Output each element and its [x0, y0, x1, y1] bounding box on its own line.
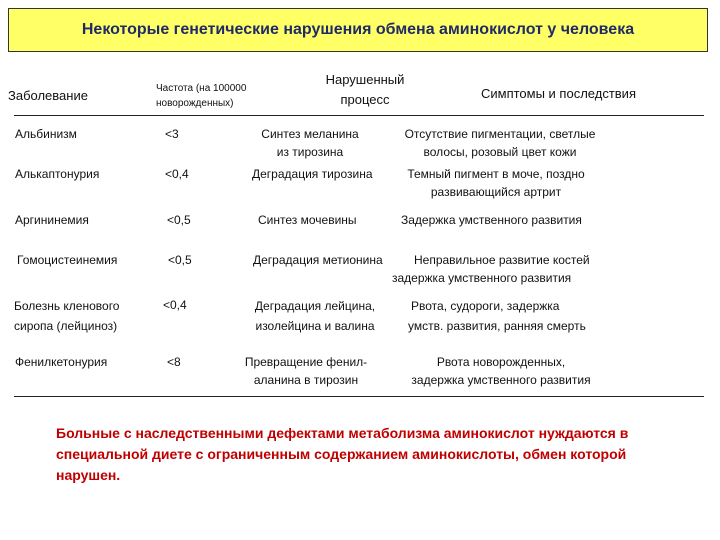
header-process-line2: процесс	[340, 92, 390, 107]
process-line: Синтез меланина	[261, 127, 359, 141]
symptoms-line: развивающийся артрит	[430, 185, 562, 199]
symptoms-line: волосы, розовый цвет кожи	[423, 145, 577, 159]
header-frequency-line2: новорожденных)	[156, 98, 234, 109]
row-albinism-process	[240, 125, 380, 161]
row-argininemia-disease: Аргининемия	[15, 213, 89, 227]
process-line: из тирозина	[276, 145, 344, 159]
row-homocysteinemia-process: Деградация метионина	[253, 253, 383, 267]
symptoms-line: умств. развития, ранняя смерть	[408, 319, 586, 333]
row-homocysteinemia-symptoms-2: задержка умственного развития	[392, 271, 572, 285]
row-msud-symptoms	[408, 296, 586, 336]
header-disease: Заболевание	[8, 88, 88, 103]
row-alkaptonuria-frequency: <0,4	[165, 167, 189, 181]
process-line: аланина в тирозин	[253, 373, 359, 387]
header-symptoms: Симптомы и последствия	[481, 86, 636, 101]
row-argininemia-process: Синтез мочевины	[258, 213, 357, 227]
row-homocysteinemia-frequency: <0,5	[168, 253, 192, 267]
disease-line: сиропа (лейциноз)	[14, 319, 118, 333]
row-argininemia-symptoms: Задержка умственного развития	[401, 213, 582, 227]
row-pku-disease: Фенилкетонурия	[15, 355, 108, 369]
row-alkaptonuria-process: Деградация тирозина	[252, 167, 373, 181]
process-line: изолейцина и валина	[255, 319, 375, 333]
table-top-rule	[14, 115, 704, 116]
header-frequency-line1: Частота (на 100000	[156, 83, 247, 94]
header-frequency	[156, 81, 246, 111]
row-argininemia-frequency: <0,5	[167, 213, 191, 227]
row-pku-frequency: <8	[167, 355, 181, 369]
row-msud-disease	[14, 296, 119, 336]
row-msud-process	[240, 296, 390, 336]
header-process-line1: Нарушенный	[325, 72, 405, 87]
symptoms-line: Рвота, судороги, задержка	[411, 299, 560, 313]
symptoms-line: Темный пигмент в моче, поздно	[407, 167, 585, 181]
symptoms-line: Рвота новорожденных,	[436, 355, 566, 369]
row-pku-process	[236, 353, 376, 389]
disease-line: Болезнь кленового	[14, 299, 120, 313]
symptoms-line: Отсутствие пигментации, светлые	[404, 127, 596, 141]
process-line: Деградация лейцина,	[254, 299, 376, 313]
row-albinism-frequency: <3	[165, 127, 179, 141]
row-albinism-disease: Альбинизм	[15, 127, 77, 141]
row-albinism-symptoms	[390, 125, 610, 161]
header-process	[300, 70, 430, 110]
row-pku-symptoms	[396, 353, 606, 389]
title-banner	[8, 8, 708, 52]
row-homocysteinemia-symptoms-1: Неправильное развитие костей	[414, 253, 590, 267]
row-msud-frequency: <0,4	[163, 298, 187, 312]
diet-note: Больные с наследственными дефектами метаболизма аминокислот нуждаются в специальной диете с ограниченным содержанием аминокислоты, обмен которой нарушен.	[56, 425, 629, 483]
process-line: Превращение фенил-	[244, 355, 368, 369]
row-homocysteinemia-disease: Гомоцистеинемия	[17, 253, 118, 267]
table-bottom-rule	[14, 396, 704, 397]
row-alkaptonuria-symptoms	[396, 165, 596, 201]
page-title: Некоторые генетические нарушения обмена аминокислот у человека	[81, 21, 635, 38]
symptoms-line: задержка умственного развития	[411, 373, 591, 387]
row-alkaptonuria-disease: Алькаптонурия	[15, 167, 100, 181]
